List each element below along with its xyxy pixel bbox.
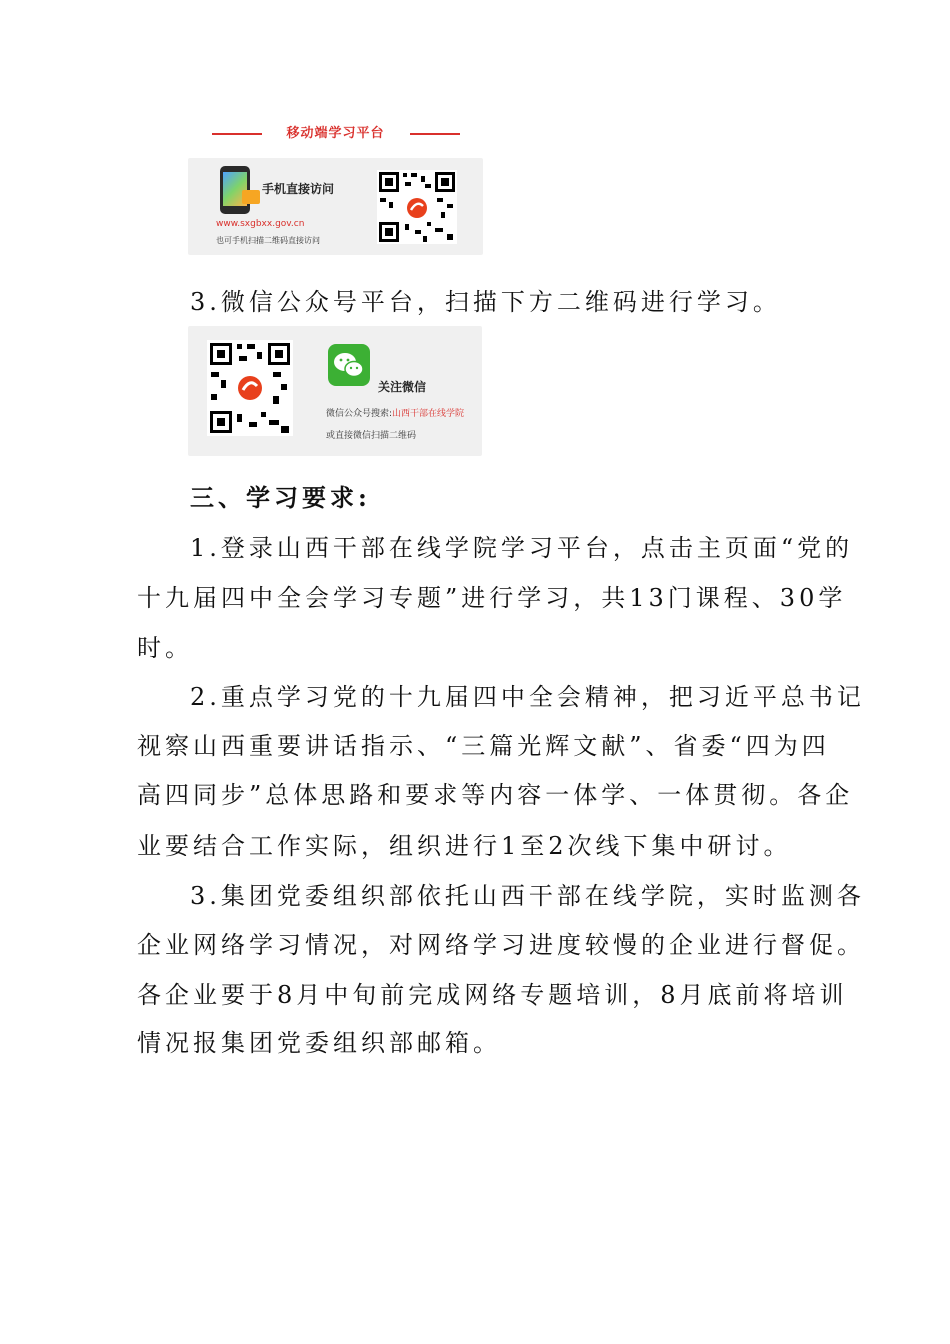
requirement-1-line-2: 十九届四中全会学习专题”进行学习，共13门课程、30学 bbox=[137, 584, 847, 612]
requirement-2-line-4: 业要结合工作实际，组织进行1至2次线下集中研讨。 bbox=[137, 832, 792, 860]
mobile-platform-banner bbox=[188, 118, 483, 255]
smartphone-icon bbox=[220, 166, 250, 214]
requirement-3-line-2: 企业网络学习情况，对网络学习进度较慢的企业进行督促。 bbox=[137, 931, 865, 959]
mobile-banner-header bbox=[188, 118, 483, 150]
mobile-banner-title: 移动端学习平台 bbox=[286, 126, 385, 141]
mobile-scan-note: 也可手机扫描二维码直接访问 bbox=[216, 236, 320, 245]
mobile-url[interactable]: www.sxgbxx.gov.cn bbox=[216, 219, 305, 229]
requirement-2-line-3: 高四同步”总体思路和要求等内容一体学、一体贯彻。各企 bbox=[137, 781, 854, 809]
section-heading: 三、学习要求: bbox=[190, 483, 371, 512]
requirement-1-line-1: 1.登录山西干部在线学院学习平台，点击主页面“党的 bbox=[190, 534, 854, 562]
wechat-follow-label: 关注微信 bbox=[378, 380, 427, 394]
wechat-search-prefix: 微信公众号搜索: bbox=[326, 409, 393, 419]
mobile-banner-body bbox=[188, 158, 483, 255]
wechat-scan-note: 或直接微信扫描二维码 bbox=[326, 431, 417, 441]
requirement-1-line-3: 时。 bbox=[137, 634, 193, 662]
item-3-wechat: 3.微信公众号平台，扫描下方二维码进行学习。 bbox=[190, 288, 781, 316]
requirement-3-line-3: 各企业要于8月中旬前完成网络专题培训，8月底前将培训 bbox=[137, 981, 848, 1009]
qr-code-icon bbox=[377, 170, 457, 244]
wechat-account-name: 山西干部在线学院 bbox=[392, 409, 465, 419]
requirement-3-line-1: 3.集团党委组织部依托山西干部在线学院，实时监测各 bbox=[190, 882, 865, 910]
requirement-2-line-2: 视察山西重要讲话指示、“三篇光辉文献”、省委“四为四 bbox=[137, 732, 830, 760]
header-rule-right bbox=[410, 133, 460, 135]
requirement-3-line-4: 情况报集团党委组织部邮箱。 bbox=[137, 1029, 501, 1057]
wechat-banner bbox=[188, 326, 482, 456]
wechat-search-text bbox=[326, 406, 464, 419]
wechat-icon bbox=[328, 344, 370, 386]
qr-code-icon bbox=[207, 340, 293, 436]
phone-access-label: 手机直接访问 bbox=[262, 182, 335, 196]
requirement-2-line-1: 2.重点学习党的十九届四中全会精神，把习近平总书记 bbox=[190, 683, 865, 711]
